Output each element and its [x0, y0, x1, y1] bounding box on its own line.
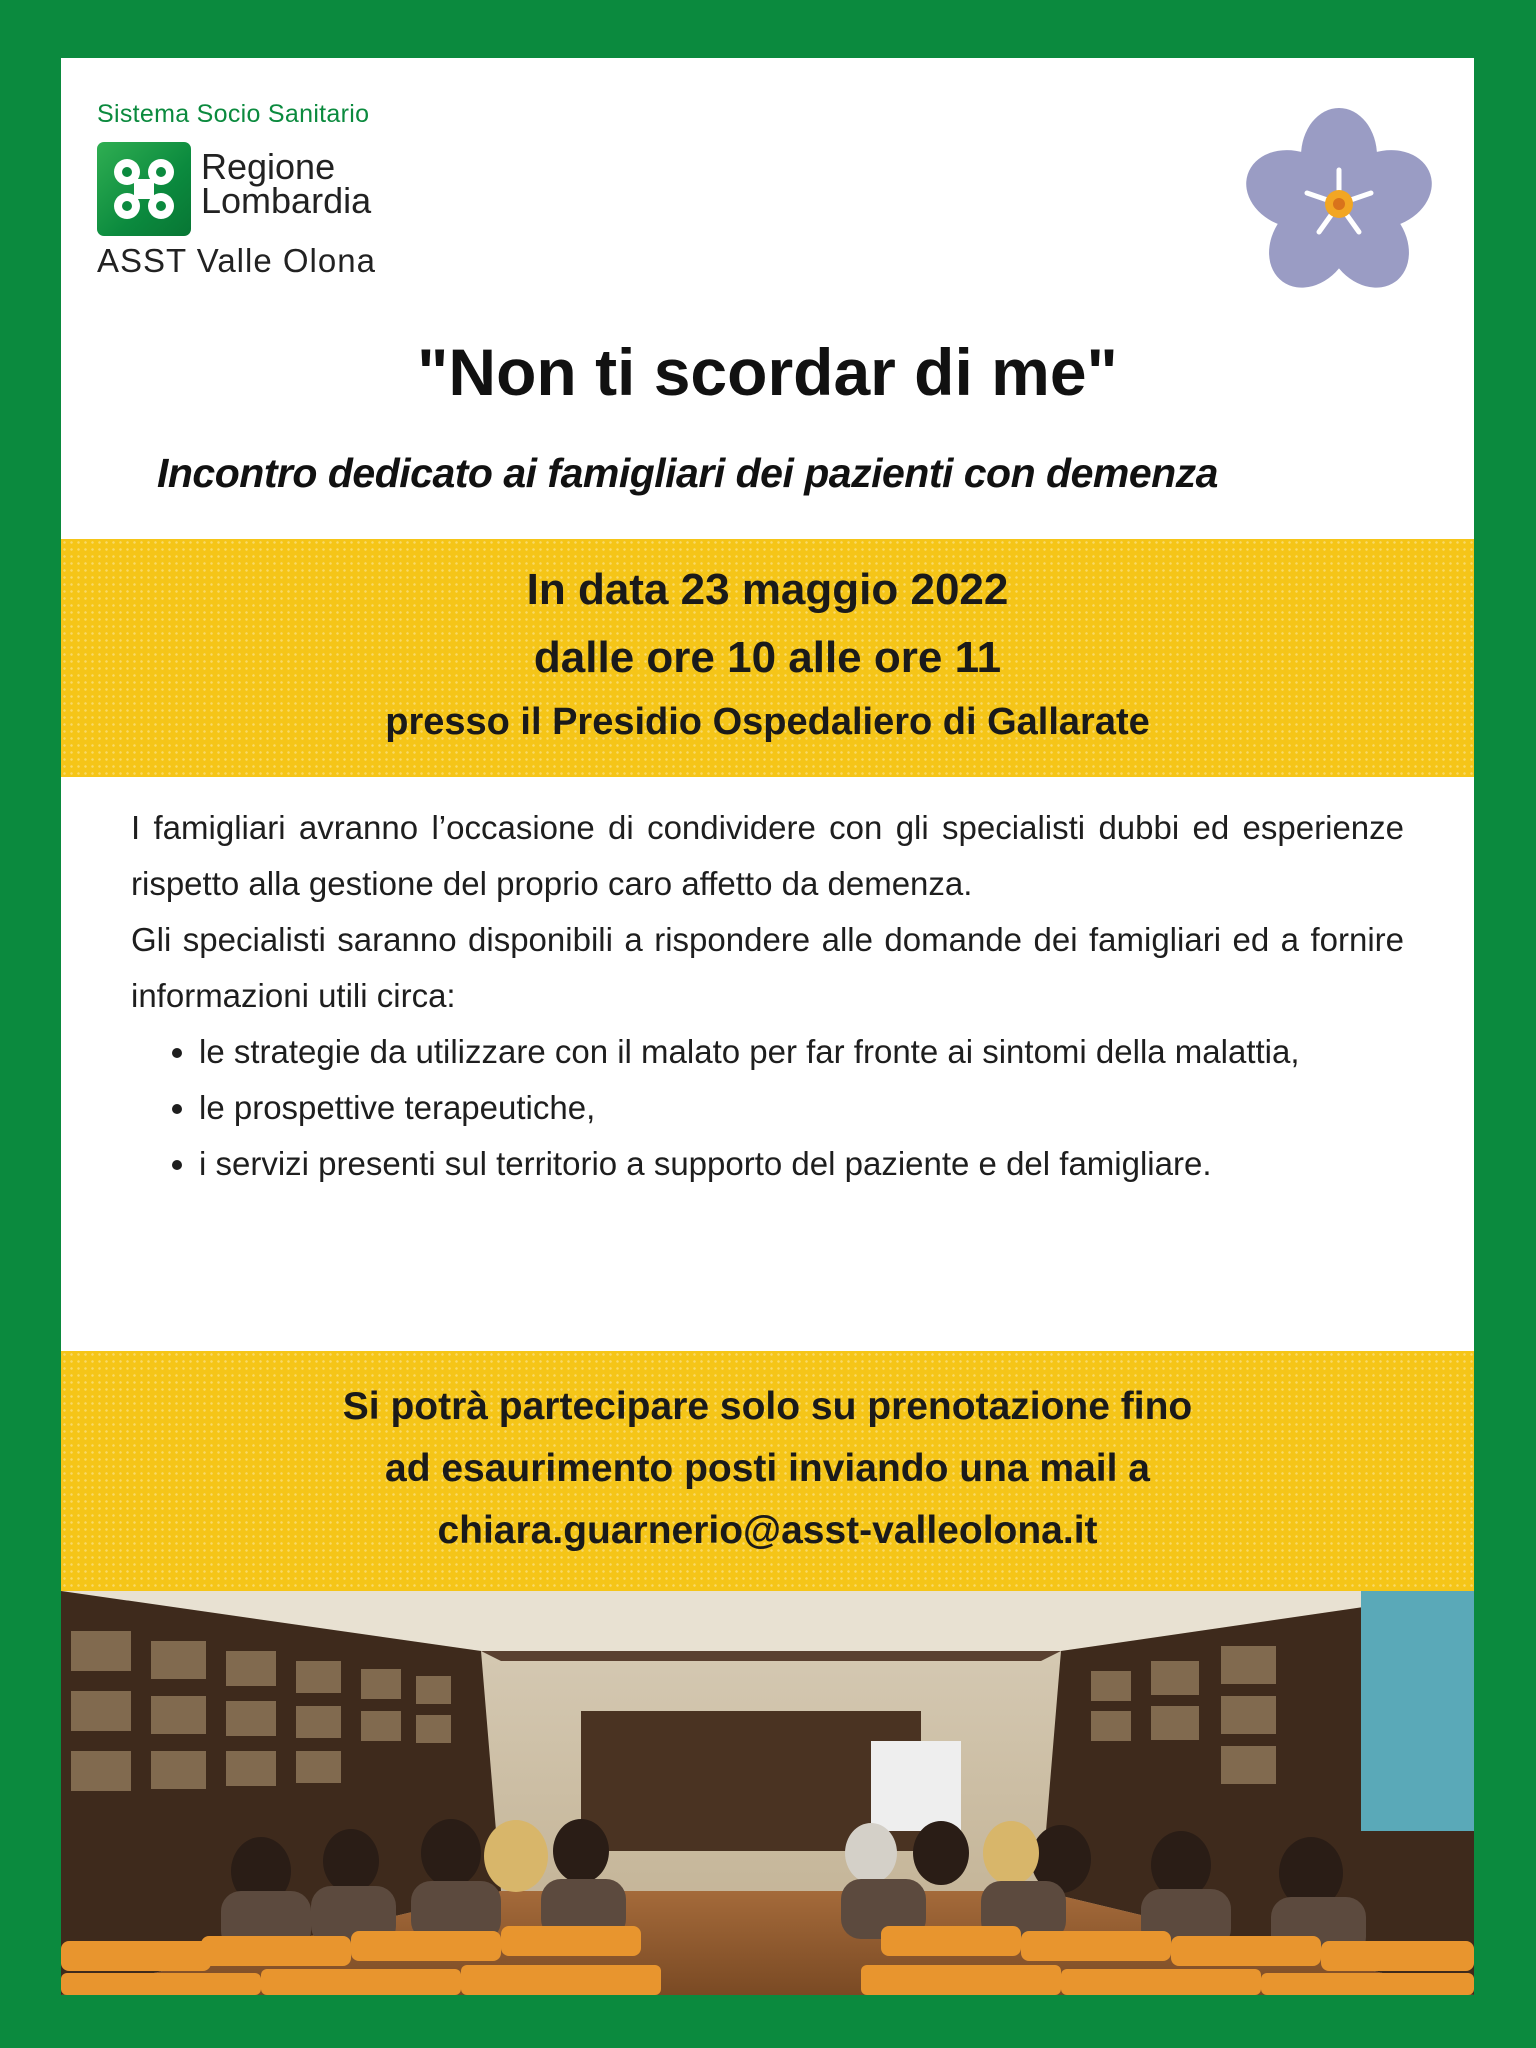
event-date: In data 23 maggio 2022 [526, 565, 1009, 614]
event-details-band [61, 539, 1474, 777]
brand-name [201, 146, 372, 221]
poster [61, 58, 1474, 1995]
forget-me-not-flower-icon [1239, 104, 1439, 304]
asst-name: ASST Valle Olona [97, 242, 376, 279]
list-item: • i servizi presenti sul territorio a supporto del paziente e del famigliare. [199, 1136, 1404, 1192]
list-item: • le strategie da utilizzare con il malato per far fronte ai sintomi della malattia, [199, 1024, 1404, 1080]
event-place: presso il Presidio Ospedaliero di Gallarate [385, 701, 1150, 743]
brand-line1: Regione [201, 146, 336, 187]
topics-list [131, 1024, 1404, 1192]
poster-subtitle: Incontro dedicato ai famigliari dei pazienti con demenza [157, 450, 1218, 496]
booking-band [61, 1351, 1474, 1591]
list-item: • le prospettive terapeutiche, [199, 1080, 1404, 1136]
body-text [131, 800, 1404, 1192]
conference-hall-photo [61, 1591, 1474, 1995]
system-label: Sistema Socio Sanitario [97, 100, 370, 128]
body-paragraph: I famigliari avranno l’occasione di condividere con gli specialisti dubbi ed esperienze rispetto alla gestione del proprio caro affetto da demenza. [131, 809, 1404, 902]
body-paragraph: Gli specialisti saranno disponibili a rispondere alle domande dei famigliari ed a fornire informazioni utili circa: [131, 921, 1404, 1014]
booking-line: Si potrà partecipare solo su prenotazione fino [342, 1385, 1193, 1428]
brand-line2: Lombardia [201, 180, 372, 221]
booking-line: ad esaurimento posti inviando una mail a [385, 1447, 1150, 1490]
event-time: dalle ore 10 alle ore 11 [533, 633, 1002, 682]
regione-lombardia-logo-icon [97, 142, 191, 236]
poster-title: "Non ti scordar di me" [417, 335, 1118, 409]
booking-email-link[interactable]: chiara.guarnerio@asst-valleolona.it [437, 1509, 1098, 1552]
